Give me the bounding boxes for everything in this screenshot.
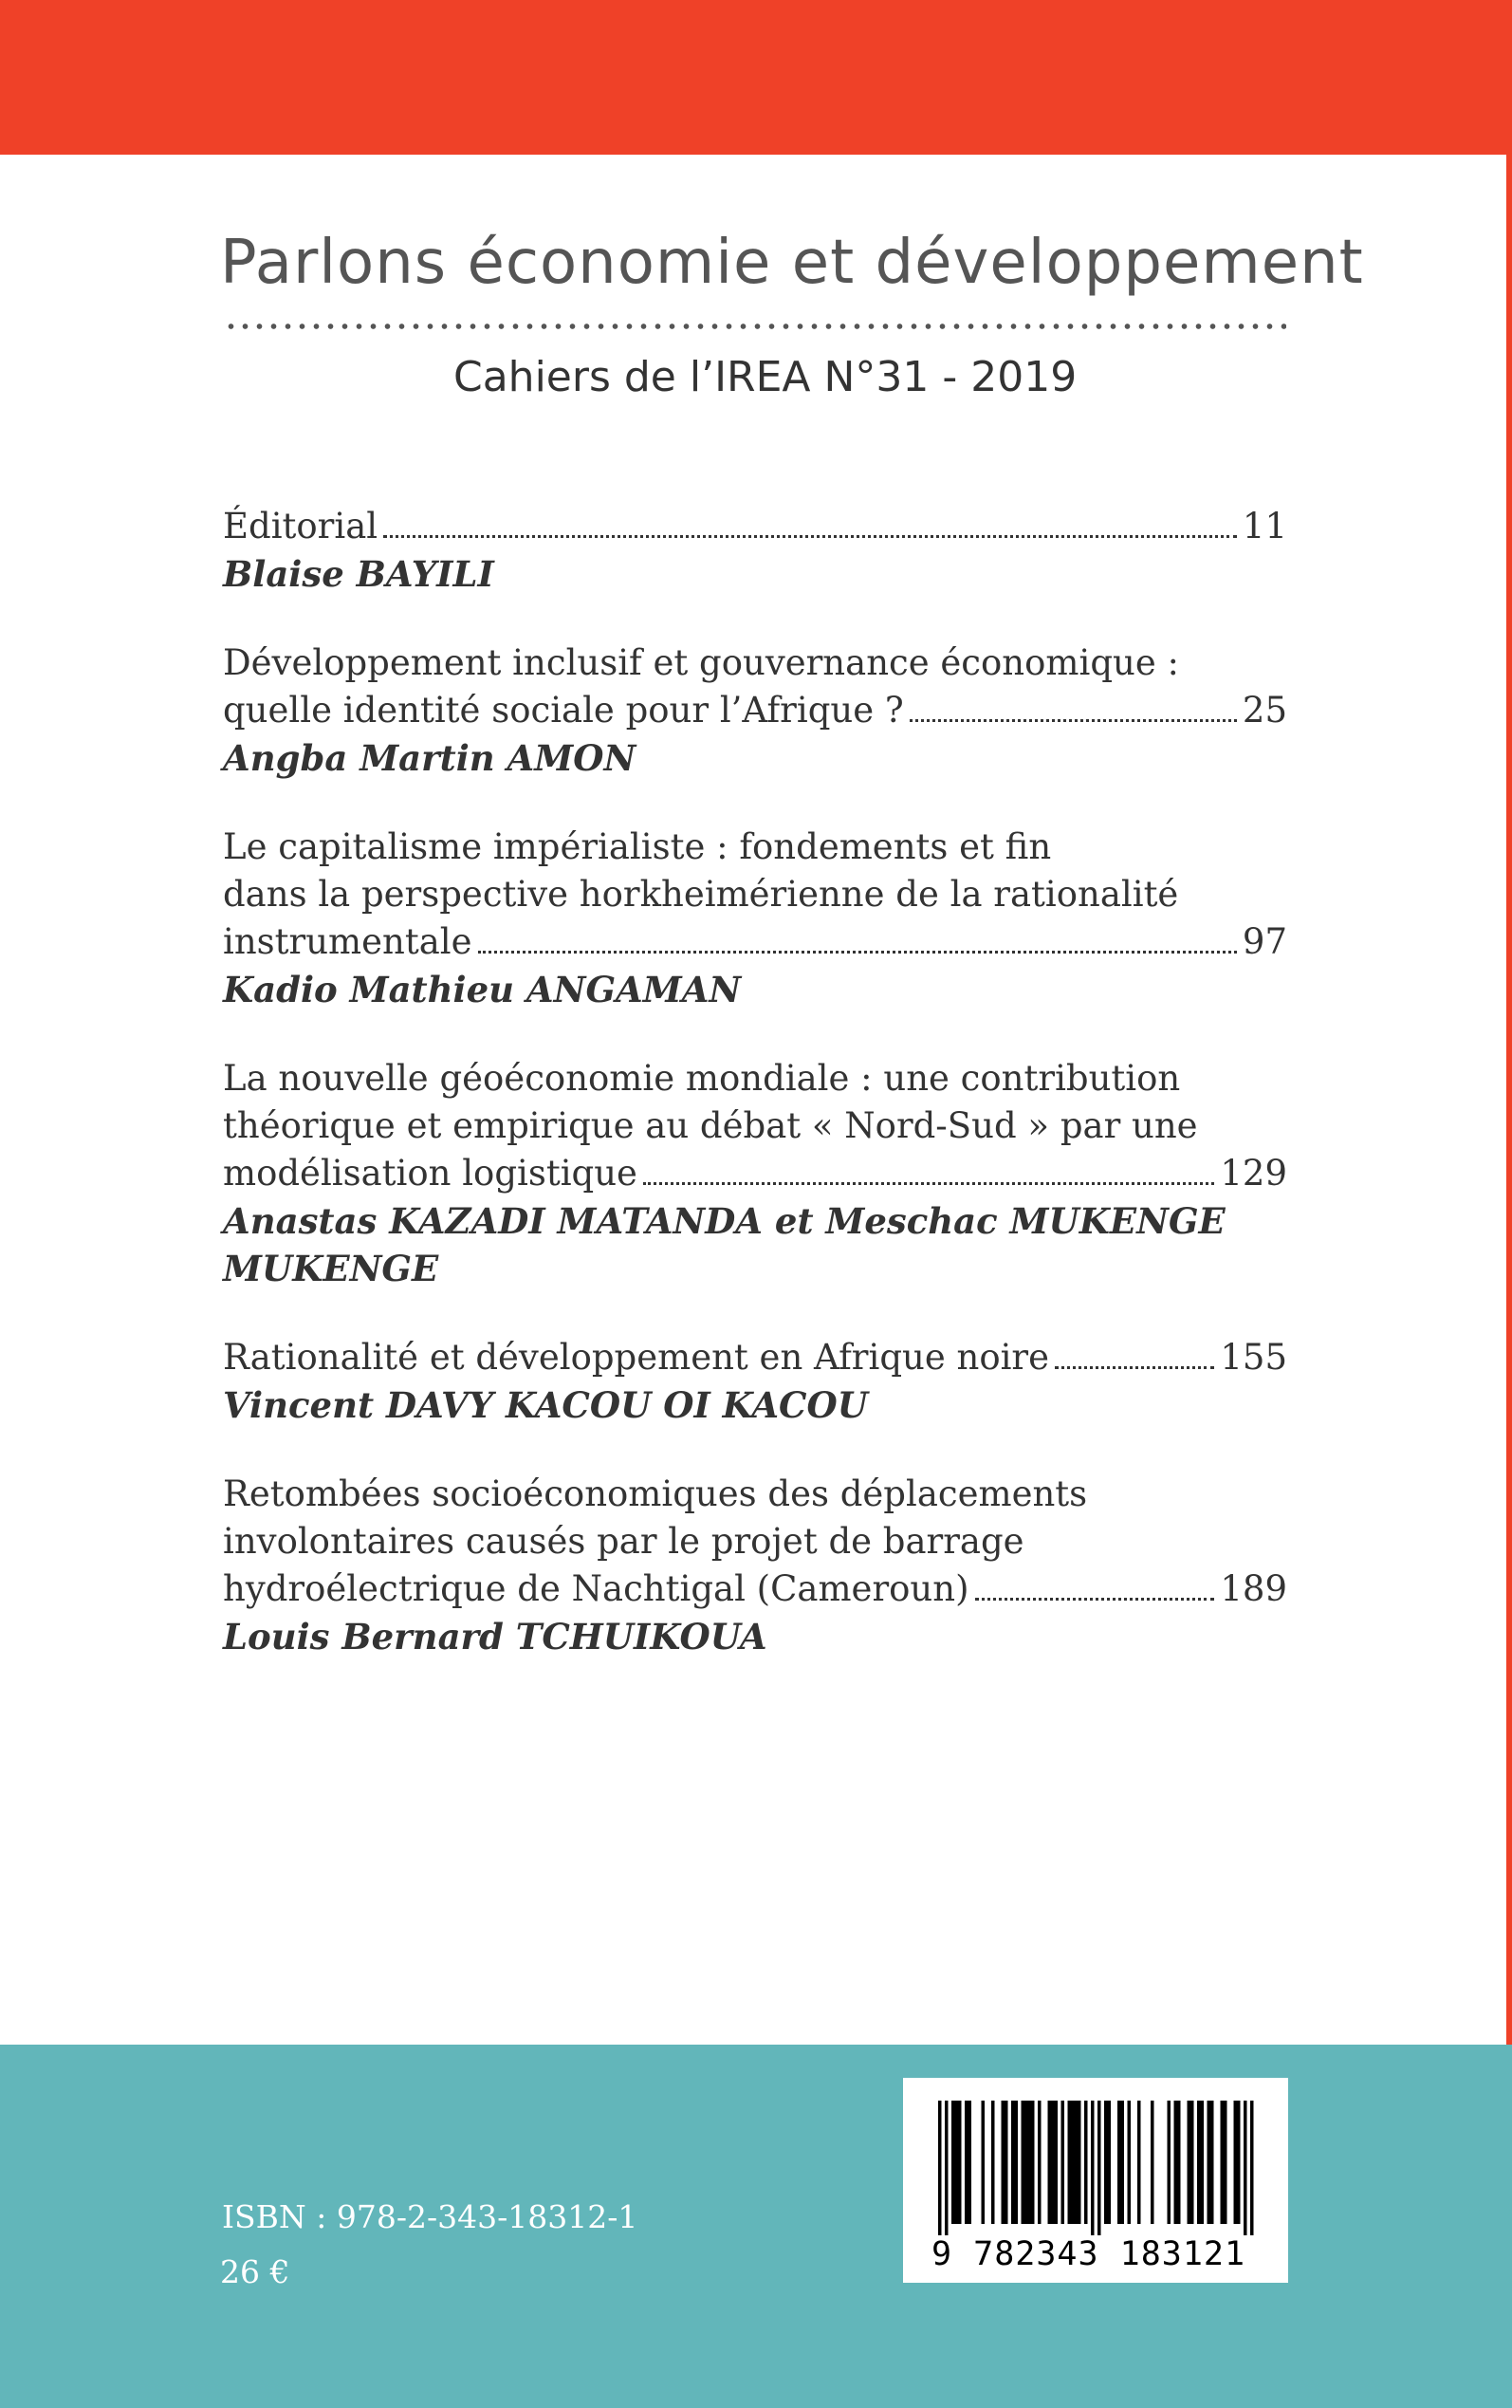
barcode-bar (1011, 2101, 1015, 2224)
toc-dot-leader (643, 1182, 1214, 1185)
barcode-bar (1117, 2101, 1121, 2224)
toc-title-line: Rationalité et développement en Afrique noire (223, 1337, 1050, 1378)
toc-entry (223, 639, 1287, 782)
toc-title-line: dans la perspective horkheimérienne de la rationalité (223, 874, 1179, 915)
series-title: Parlons économie et développement (220, 228, 1364, 298)
toc-title-line: hydroélectrique de Nachtigal (Cameroun) (223, 1568, 969, 1609)
barcode-bar (1078, 2101, 1081, 2224)
toc-page-number: 11 (1242, 506, 1287, 546)
barcode-bar (1084, 2101, 1088, 2224)
barcode-bar (1221, 2101, 1225, 2224)
barcode-bar (1055, 2101, 1059, 2224)
barcode-bar (991, 2101, 995, 2224)
barcode-bar (1128, 2101, 1132, 2224)
barcode-bar (1005, 2101, 1008, 2224)
toc-author: Louis Bernard TCHUIKOUA (223, 1616, 767, 1658)
toc-dot-leader (975, 1598, 1215, 1601)
toc-page-number: 25 (1242, 690, 1287, 731)
toc-author: Vincent DAVY KACOU OI KACOU (223, 1384, 868, 1426)
barcode-bar (1091, 2101, 1095, 2235)
toc-author: Blaise BAYILI (223, 553, 494, 595)
toc-title-row (223, 1150, 1287, 1197)
barcode-bar (1108, 2101, 1112, 2224)
barcode-bar (1038, 2101, 1042, 2224)
barcode-bar (945, 2101, 949, 2235)
toc-title-row (223, 1565, 1287, 1613)
toc-title-line: instrumentale (223, 921, 472, 962)
toc-dot-leader (478, 951, 1237, 954)
price-text: 26 € (220, 2253, 290, 2290)
barcode-bar (938, 2101, 942, 2235)
barcode-bar (1174, 2101, 1178, 2224)
barcode-digits: 9 782343 183121 (931, 2235, 1246, 2273)
table-of-contents (223, 503, 1287, 1702)
toc-entry (223, 824, 1287, 1013)
barcode-bar (1068, 2101, 1072, 2224)
toc-title-line: Retombées socioéconomiques des déplacements (223, 1473, 1088, 1514)
toc-title-row (223, 687, 1287, 734)
toc-page-number: 97 (1242, 921, 1287, 962)
dotted-divider (224, 323, 1286, 330)
right-edge-stripe (1506, 155, 1512, 2045)
barcode-bar (1224, 2101, 1227, 2224)
barcode-bar (1244, 2101, 1247, 2235)
toc-title-line: Éditorial (223, 506, 378, 546)
toc-title-line: Développement inclusif et gouvernance économique : (223, 642, 1179, 683)
barcode-bar (1234, 2101, 1238, 2224)
barcode-bar (1168, 2101, 1171, 2224)
barcode-bar (1022, 2101, 1025, 2224)
barcode-bar (1210, 2101, 1214, 2224)
barcode-bar (1197, 2101, 1201, 2224)
barcode-bar (955, 2101, 959, 2224)
barcode-bar (1015, 2101, 1019, 2224)
barcode-bar (1188, 2101, 1191, 2224)
toc-dot-leader (910, 719, 1237, 722)
barcode-bar (1024, 2101, 1028, 2224)
barcode-bar (1002, 2101, 1005, 2224)
isbn-text: ISBN : 978-2-343-18312-1 (222, 2198, 638, 2235)
toc-author: Angba Martin AMON (223, 737, 636, 779)
toc-author: Anastas KAZADI MATANDA et Meschac MUKENGE MUKENGE (223, 1200, 1226, 1289)
barcode-bar (1071, 2101, 1075, 2224)
toc-entry (223, 503, 1287, 598)
barcode-bar (968, 2101, 972, 2224)
toc-title-line: quelle identité sociale pour l’Afrique ? (223, 690, 904, 731)
barcode (903, 2078, 1288, 2283)
toc-title-line: La nouvelle géoéconomie mondiale : une contribution (223, 1058, 1181, 1099)
toc-title-row (223, 503, 1287, 550)
toc-title-row (223, 918, 1287, 966)
toc-dot-leader (383, 535, 1237, 538)
barcode-bar (1250, 2101, 1254, 2235)
barcode-bar (1151, 2101, 1154, 2224)
toc-dot-leader (1055, 1366, 1214, 1369)
barcode-bar (958, 2101, 962, 2224)
toc-title-line: théorique et empirique au débat « Nord-Sud » par une (223, 1105, 1198, 1146)
barcode-bar (1061, 2101, 1065, 2224)
toc-page-number: 155 (1220, 1337, 1287, 1378)
barcode-bar (1208, 2101, 1211, 2224)
barcode-bar (1104, 2101, 1108, 2224)
toc-author: Kadio Mathieu ANGAMAN (223, 969, 742, 1010)
barcode-bar (1137, 2101, 1141, 2224)
toc-title-line: involontaires causés par le projet de barrage (223, 1521, 1024, 1562)
barcode-bar (951, 2101, 955, 2224)
barcode-bar (1028, 2101, 1032, 2224)
barcode-bar (1075, 2101, 1079, 2224)
toc-entry (223, 1334, 1287, 1429)
barcode-bar (1031, 2101, 1035, 2224)
toc-page-number: 189 (1220, 1568, 1287, 1609)
barcode-bar (965, 2101, 968, 2224)
toc-page-number: 129 (1220, 1153, 1287, 1194)
barcode-bar (1048, 2101, 1052, 2224)
barcode-bar (982, 2101, 986, 2224)
barcode-bar (1121, 2101, 1125, 2224)
barcode-bar (1190, 2101, 1194, 2224)
barcode-bar (1177, 2101, 1181, 2224)
toc-title-line: modélisation logistique (223, 1153, 637, 1194)
toc-entry (223, 1055, 1287, 1292)
barcode-bar (1097, 2101, 1101, 2235)
top-color-band (0, 0, 1512, 155)
barcode-bar (1237, 2101, 1241, 2224)
barcode-bars (927, 2101, 1264, 2235)
toc-title-line: Le capitalisme impérialiste : fondements et fin (223, 826, 1052, 867)
issue-label: Cahiers de l’IREA N°31 - 2019 (453, 353, 1078, 401)
toc-title-row (223, 1334, 1287, 1381)
barcode-bar (1051, 2101, 1055, 2224)
toc-entry (223, 1471, 1287, 1660)
barcode-bar (1201, 2101, 1205, 2224)
